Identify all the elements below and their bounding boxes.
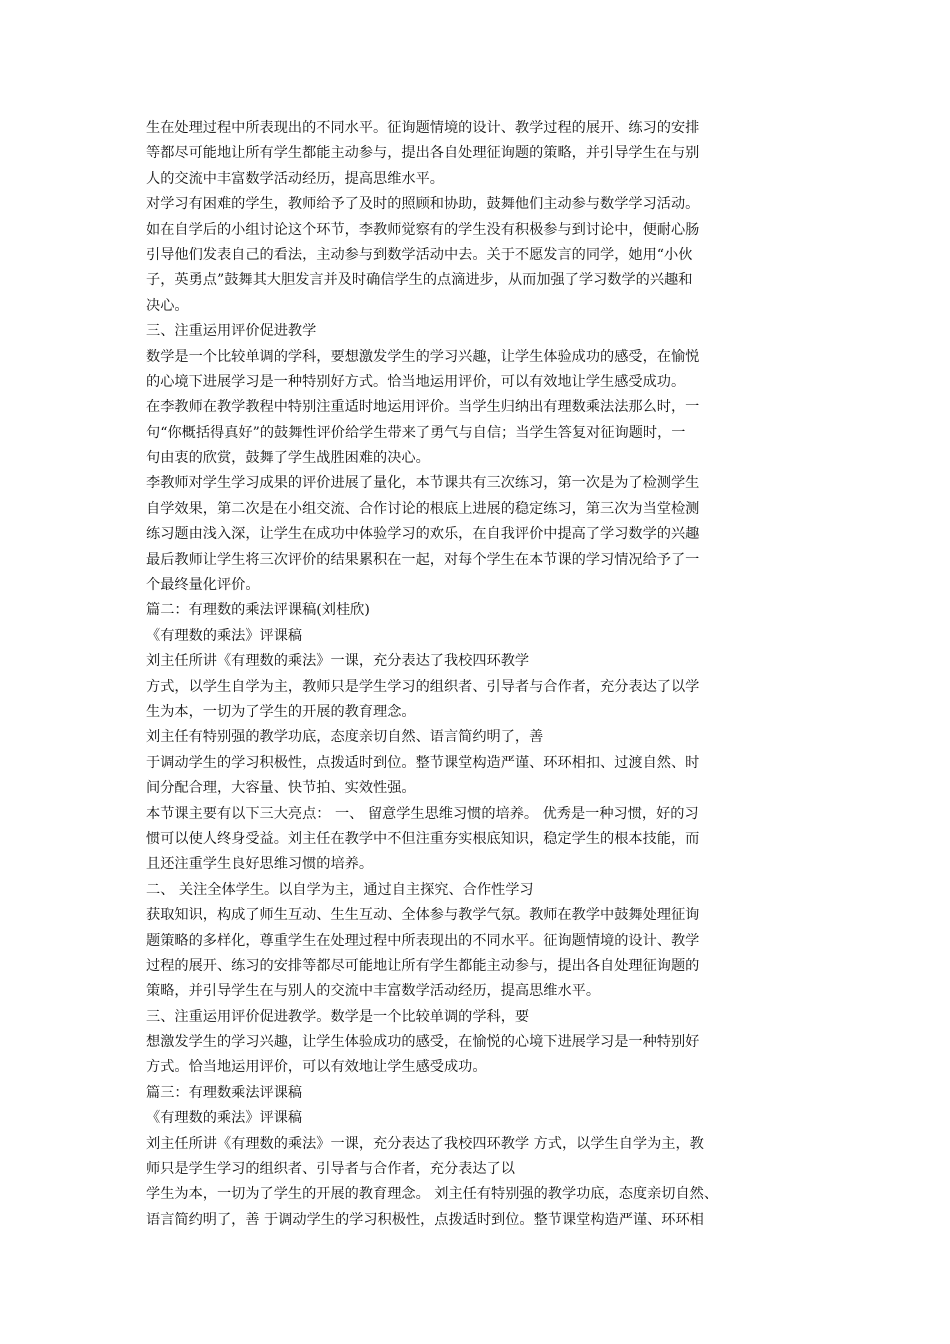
text-line: 个最终量化评价。 <box>146 577 260 594</box>
text-line: 本节课主要有以下三大亮点： 一、 留意学生思维习惯的培养。 优秀是一种习惯，好的习 <box>146 805 699 822</box>
text-line: 师只是学生学习的组织者、引导者与合作者，充分表达了以 <box>146 1161 515 1178</box>
text-line: 篇二：有理数的乘法评课稿(刘桂欣) <box>146 602 370 619</box>
text-line: 刘主任所讲《有理数的乘法》一课，充分表达了我校四环教学 <box>146 653 530 670</box>
text-line: 刘主任有特别强的教学功底，态度亲切自然、语言简约明了，善 <box>146 729 544 746</box>
text-line: 《有理数的乘法》评课稿 <box>146 627 303 644</box>
text-line: 想激发学生的学习兴趣，让学生体验成功的感受，在愉悦的心境下进展学习是一种特别好 <box>146 1034 700 1051</box>
text-line: 语言简约明了，善 于调动学生的学习积极性，点拨适时到位。整节课堂构造严谨、环环相 <box>146 1211 704 1228</box>
text-line: 刘主任所讲《有理数的乘法》一课，充分表达了我校四环教学 方式，以学生自学为主，教 <box>146 1135 704 1152</box>
text-line: 在李教师在教学教程中特别注重适时地运用评价。当学生归纳出有理数乘法法那么时，一 <box>146 399 700 416</box>
text-line: 句由衷的欣赏，鼓舞了学生战胜困难的决心。 <box>146 450 430 467</box>
text-line: 三、注重运用评价促进教学 <box>146 323 317 340</box>
text-line: 的心境下进展学习是一种特别好方式。恰当地运用评价，可以有效地让学生感受成功。 <box>146 373 686 390</box>
text-line: 题策略的多样化，尊重学生在处理过程中所表现出的不同水平。征询题情境的设计、教学 <box>146 932 700 949</box>
text-line: 获取知识，构成了师生互动、生生互动、全体参与教学气氛。教师在教学中鼓舞处理征询 <box>146 907 700 924</box>
text-line: 于调动学生的学习积极性，点拨适时到位。整节课堂构造严谨、环环相扣、过渡自然、时 <box>146 754 700 771</box>
text-line: 如在自学后的小组讨论这个环节，李教师觉察有的学生没有积极参与到讨论中，便耐心肠 <box>146 221 700 238</box>
text-line: 方式。恰当地运用评价，可以有效地让学生感受成功。 <box>146 1059 487 1076</box>
text-line: 李教师对学生学习成果的评价进展了量化，本节课共有三次练习，第一次是为了检测学生 <box>146 475 700 492</box>
text-line: 三、注重运用评价促进教学。数学是一个比较单调的学科，要 <box>146 1008 530 1025</box>
text-line: 最后教师让学生将三次评价的结果累积在一起，对每个学生在本节课的学习情况给予了一 <box>146 551 700 568</box>
text-line: 篇三：有理数乘法评课稿 <box>146 1084 303 1101</box>
text-line: 过程的展开、练习的安排等都尽可能地让所有学生都能主动参与，提出各自处理征询题的 <box>146 957 700 974</box>
text-line: 句“你概括得真好”的鼓舞性评价给学生带来了勇气与自信；当学生答复对征询题时，一 <box>146 424 686 441</box>
text-line: 且还注重学生良好思维习惯的培养。 <box>146 856 374 873</box>
text-line: 自学效果，第二次是在小组交流、合作讨论的根底上进展的稳定练习，第三次为当堂检测 <box>146 500 700 517</box>
text-line: 练习题由浅入深，让学生在成功中体验学习的欢乐，在自我评价中提高了学习数学的兴趣 <box>146 526 700 543</box>
text-line: 学生为本，一切为了学生的开展的教育理念。 刘主任有特别强的教学功底，态度亲切自然、 <box>146 1186 719 1203</box>
text-line: 数学是一个比较单调的学科，要想激发学生的学习兴趣，让学生体验成功的感受，在愉悦 <box>146 348 700 365</box>
text-line: 等都尽可能地让所有学生都能主动参与，提出各自处理征询题的策略，并引导学生在与别 <box>146 145 700 162</box>
text-line: 对学习有困难的学生，教师给予了及时的照顾和协助，鼓舞他们主动参与数学学习活动。 <box>146 196 700 213</box>
text-line: 生在处理过程中所表现出的不同水平。征询题情境的设计、教学过程的展开、练习的安排 <box>146 120 700 136</box>
text-line: 引导他们发表自己的看法，主动参与到数学活动中去。关于不愿发言的同学，她用“小伙 <box>146 246 693 263</box>
text-line: 子，英勇点”鼓舞其大胆发言并及时确信学生的点滴进步，从而加强了学习数学的兴趣和 <box>146 272 693 289</box>
text-line: 间分配合理，大容量、快节拍、实效性强。 <box>146 780 416 797</box>
text-line: 决心。 <box>146 297 189 314</box>
text-line: 惯可以使人终身受益。刘主任在教学中不但注重夯实根底知识，稳定学生的根本技能，而 <box>146 830 700 847</box>
document-body <box>146 116 822 1233</box>
text-line: 方式，以学生自学为主，教师只是学生学习的组织者、引导者与合作者，充分表达了以学 <box>146 678 700 695</box>
text-line: 策略，并引导学生在与别人的交流中丰富数学活动经历，提高思维水平。 <box>146 983 601 1000</box>
text-line: 《有理数的乘法》评课稿 <box>146 1110 303 1127</box>
text-line: 人的交流中丰富数学活动经历，提高思维水平。 <box>146 170 444 187</box>
text-line: 生为本，一切为了学生的开展的教育理念。 <box>146 703 416 720</box>
text-line: 二、 关注全体学生。以自学为主，通过自主探究、合作性学习 <box>146 881 534 898</box>
